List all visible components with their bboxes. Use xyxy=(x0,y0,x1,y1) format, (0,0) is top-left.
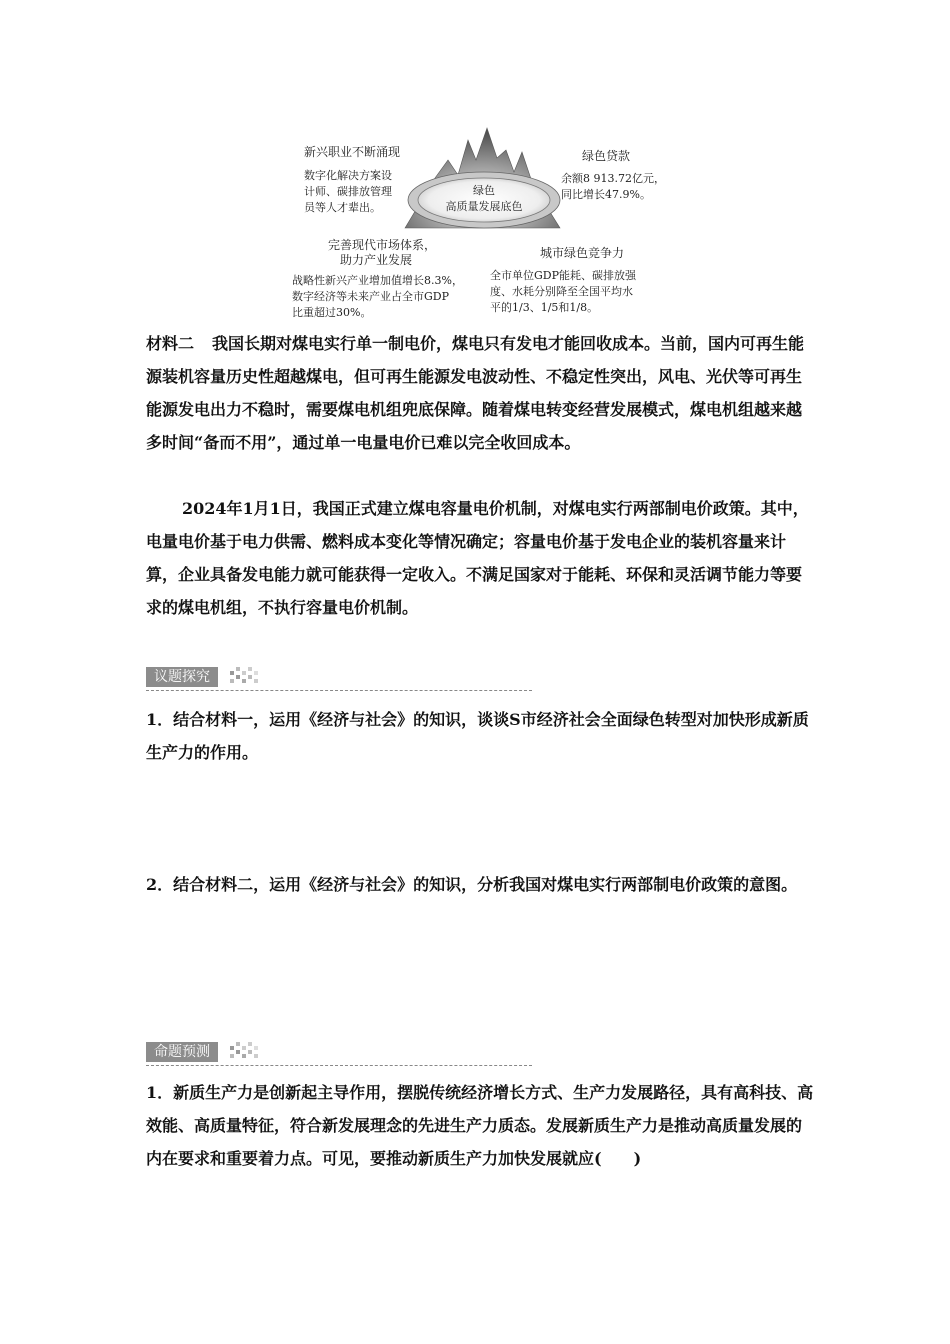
material2-para1-text: 我国长期对煤电实行单一制电价，煤电只有发电才能回收成本。当前，国内可再生能源装机容量历史性超越煤电，但可再生能源发电波动性、不稳定性突出，风电、光伏等可再生能源发电出力不稳时，需要煤电机组兜底保障。随着煤电转变经营发展模式，煤电机组越来越多时间“备而不用”，通过单一电量电价已难以完全收回成本。 xyxy=(146,334,805,452)
grid-deco-icon xyxy=(230,1042,266,1062)
section-divider xyxy=(146,690,532,691)
center-label-2: 高质量发展底色 xyxy=(445,200,523,213)
section-divider xyxy=(146,1065,532,1066)
center-label-1: 绿色 xyxy=(473,184,495,197)
mountain-illustration xyxy=(0,0,950,330)
bl-line-1: 战略性新兴产业增加值增长8.3%， xyxy=(292,274,463,287)
tl-line-2: 计师、碳排放管理 xyxy=(304,185,392,198)
br-line-1: 全市单位GDP能耗、碳排放强 xyxy=(490,269,637,282)
green-development-figure xyxy=(0,0,950,330)
inquiry-question-2: 2．结合材料二，运用《经济与社会》的知识，分析我国对煤电实行两部制电价政策的意图。 xyxy=(146,875,798,894)
section-topic-inquiry xyxy=(146,663,536,697)
tl-title: 新兴职业不断涌现 xyxy=(304,145,401,159)
tl-line-1: 数字化解决方案设 xyxy=(304,169,392,182)
grid-deco-icon xyxy=(230,667,266,687)
section-prediction xyxy=(146,1038,536,1072)
bl-title-1: 完善现代市场体系， xyxy=(328,238,437,252)
material2-para1 xyxy=(146,327,814,459)
material2-para2: 2024年1月1日，我国正式建立煤电容量电价机制，对煤电实行两部制电价政策。其中，电量电价基于电力供需、燃料成本变化等情况确定；容量电价基于发电企业的装机容量来计算，企业具备发电能力就可能获得一定收入。不满足国家对于能耗、环保和灵活调节能力等要求的煤电机组，不执行容量电价机制。 xyxy=(146,499,809,617)
section-title: 命题预测 xyxy=(146,1042,218,1062)
tl-line-3: 员等人才辈出。 xyxy=(304,201,381,214)
tr-line-2: 同比增长47.9%。 xyxy=(561,188,651,201)
br-line-2: 度、水耗分别降至全国平均水 xyxy=(490,285,633,298)
prediction-question-1: 1．新质生产力是创新起主导作用，摆脱传统经济增长方式、生产力发展路径，具有高科技、高效能、高质量特征，符合新发展理念的先进生产力质态。发展新质生产力是推动高质量发展的内在要求和重要着力点。可见，要推动新质生产力加快发展就应( ) xyxy=(146,1083,814,1168)
tr-title: 绿色贷款 xyxy=(582,149,631,163)
bl-title-2: 助力产业发展 xyxy=(340,253,413,267)
material2-label: 材料二 xyxy=(146,334,195,353)
inquiry-question-1: 1．结合材料一，运用《经济与社会》的知识，谈谈S市经济社会全面绿色转型对加快形成新质生产力的作用。 xyxy=(146,710,809,762)
br-title: 城市绿色竞争力 xyxy=(540,246,625,260)
bl-line-2: 数字经济等未来产业占全市GDP xyxy=(292,290,450,303)
br-line-3: 平的1/3、1/5和1/8。 xyxy=(490,301,599,314)
bl-line-3: 比重超过30%。 xyxy=(292,306,372,319)
section-title: 议题探究 xyxy=(146,667,218,687)
tr-line-1: 余额8 913.72亿元， xyxy=(561,172,665,185)
